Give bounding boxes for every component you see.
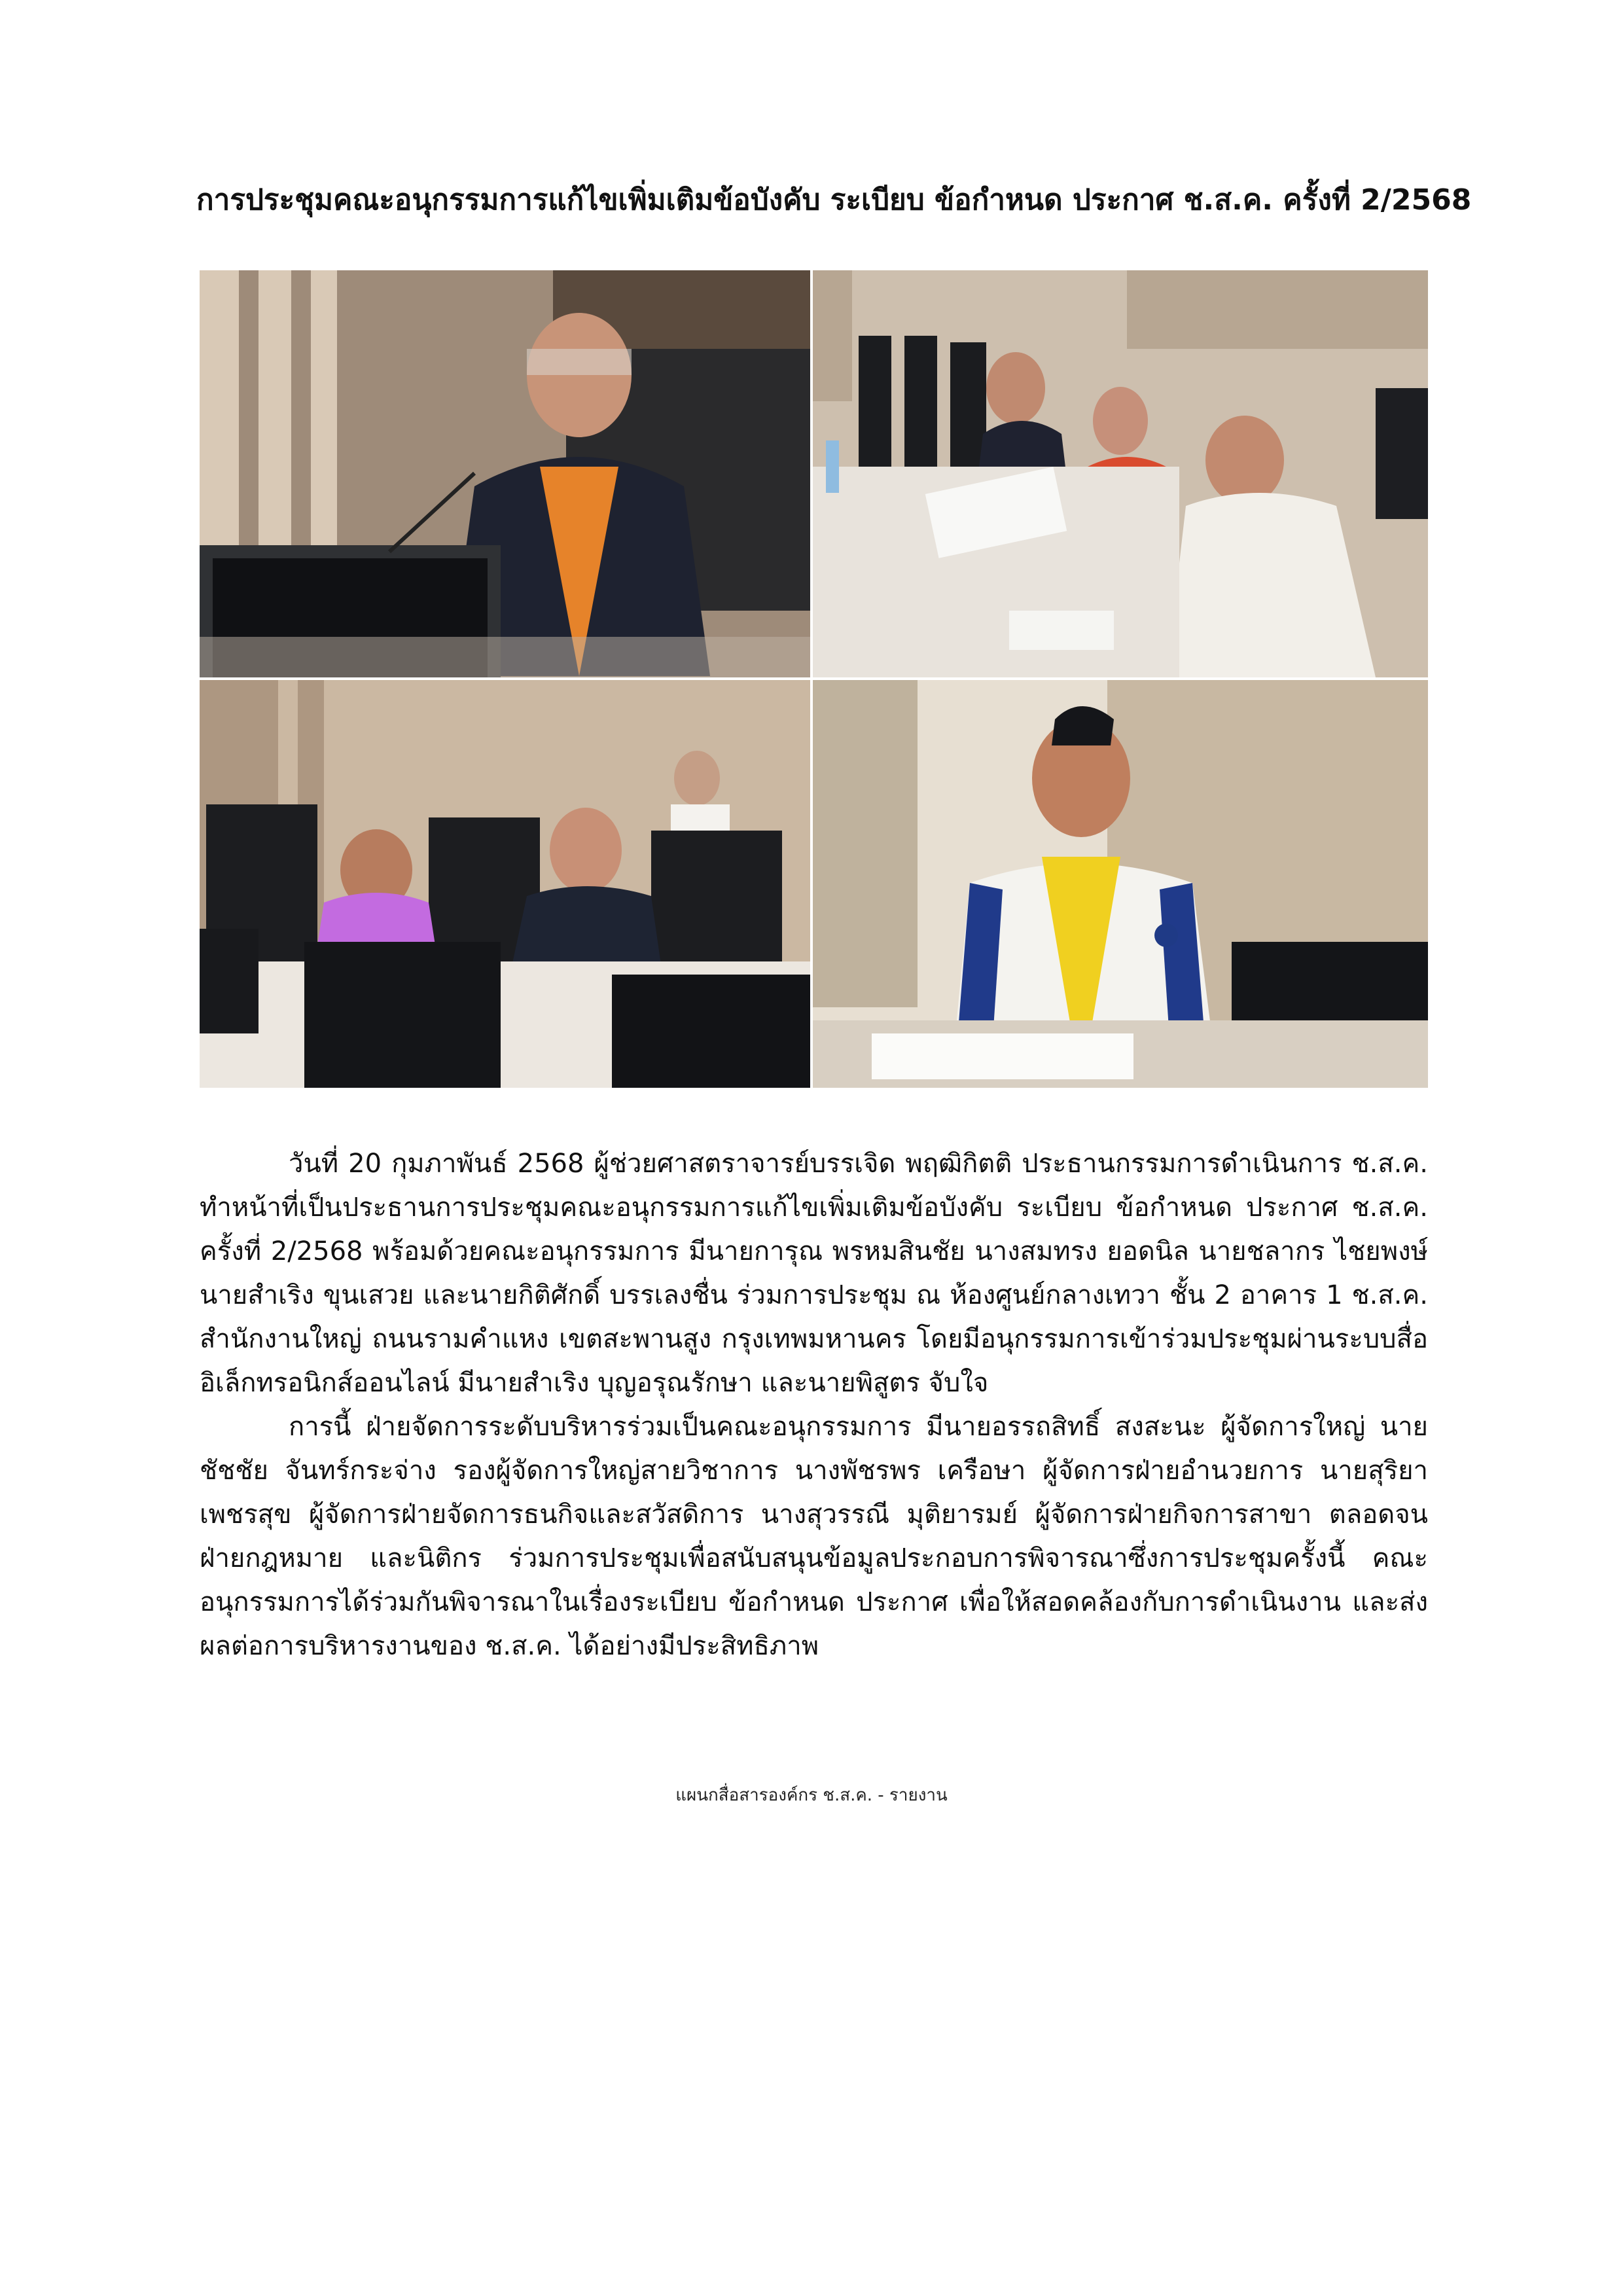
- photo-collage: [200, 270, 1428, 1088]
- photo-committee-documents: [813, 270, 1428, 677]
- paragraph-meeting-details: วันที่ 20 กุมภาพันธ์ 2568 ผู้ช่วยศาสตราจารย์บรรเจิด พฤฒิกิตติ ประธานกรรมการดำเนินการ ช.ส.ค. ทำหน้าที่เป็นประธานการประชุมคณะอนุกรรมการแก้ไขเพิ่มเติมข้อบังคับ ระเบียบ ข้อกำหนด ประกาศ ช.ส.ค. ครั้งที่ 2/2568 พร้อมด้วยคณะอนุกรรมการ มีนายการุณ พรหมสินชัย นางสมทรง ยอดนิล นายชลากร ไชยพงษ์ นายสำเริง ขุนเสวย และนายกิติศักดิ์ บรรเลงชื่น ร่วมการประชุม ณ ห้องศูนย์กลางเทวา ชั้น 2 อาคาร 1 ช.ส.ค. สำนักงานใหญ่ ถนนรามคำแหง เขตสะพานสูง กรุงเทพมหานคร โดยมีอนุกรรมการเข้าร่วมประชุมผ่านระบบสื่ออิเล็กทรอนิกส์ออนไลน์ มีนายสำเริง บุญอรุณรักษา และนายพิสูตร จับใจ: [200, 1149, 1428, 1398]
- paragraph-management-attendees: การนี้ ฝ่ายจัดการระดับบริหารร่วมเป็นคณะอนุกรรมการ มีนายอรรถสิทธิ์ สงสะนะ ผู้จัดการใหญ่ นายชัชชัย จันทร์กระจ่าง รองผู้จัดการใหญ่สายวิชาการ นางพัชรพร เครือษา ผู้จัดการฝ่ายอำนวยการ นายสุริยา เพชรสุข ผู้จัดการฝ่ายจัดการธนกิจและสวัสดิการ นางสุวรรณี มุติยารมย์ ผู้จัดการฝ่ายกิจการสาขา ตลอดจนฝ่ายกฎหมาย และนิติกร ร่วมการประชุมเพื่อสนับสนุนข้อมูลประกอบการพิจารณาซึ่งการประชุมครั้งนี้ คณะอนุกรรมการได้ร่วมกันพิจารณาในเรื่องระเบียบ ข้อกำหนด ประกาศ เพื่อให้สอดคล้องกับการดำเนินงาน และส่งผลต่อการบริหารงานของ ช.ส.ค. ได้อย่างมีประสิทธิภาพ: [200, 1412, 1428, 1661]
- article-body: [200, 1142, 1428, 1668]
- photo-committee-members: [200, 680, 810, 1088]
- photo-member-yellow-shirt: [813, 680, 1428, 1088]
- report-credit: แผนกสื่อสารองค์กร ช.ส.ค. - รายงาน: [675, 1785, 948, 1805]
- photo-chairman-speaking: [200, 270, 810, 677]
- page-title: การประชุมคณะอนุกรรมการแก้ไขเพิ่มเติมข้อบังคับ ระเบียบ ข้อกำหนด ประกาศ ช.ส.ค. ครั้งที่ 2/2568: [196, 183, 1472, 217]
